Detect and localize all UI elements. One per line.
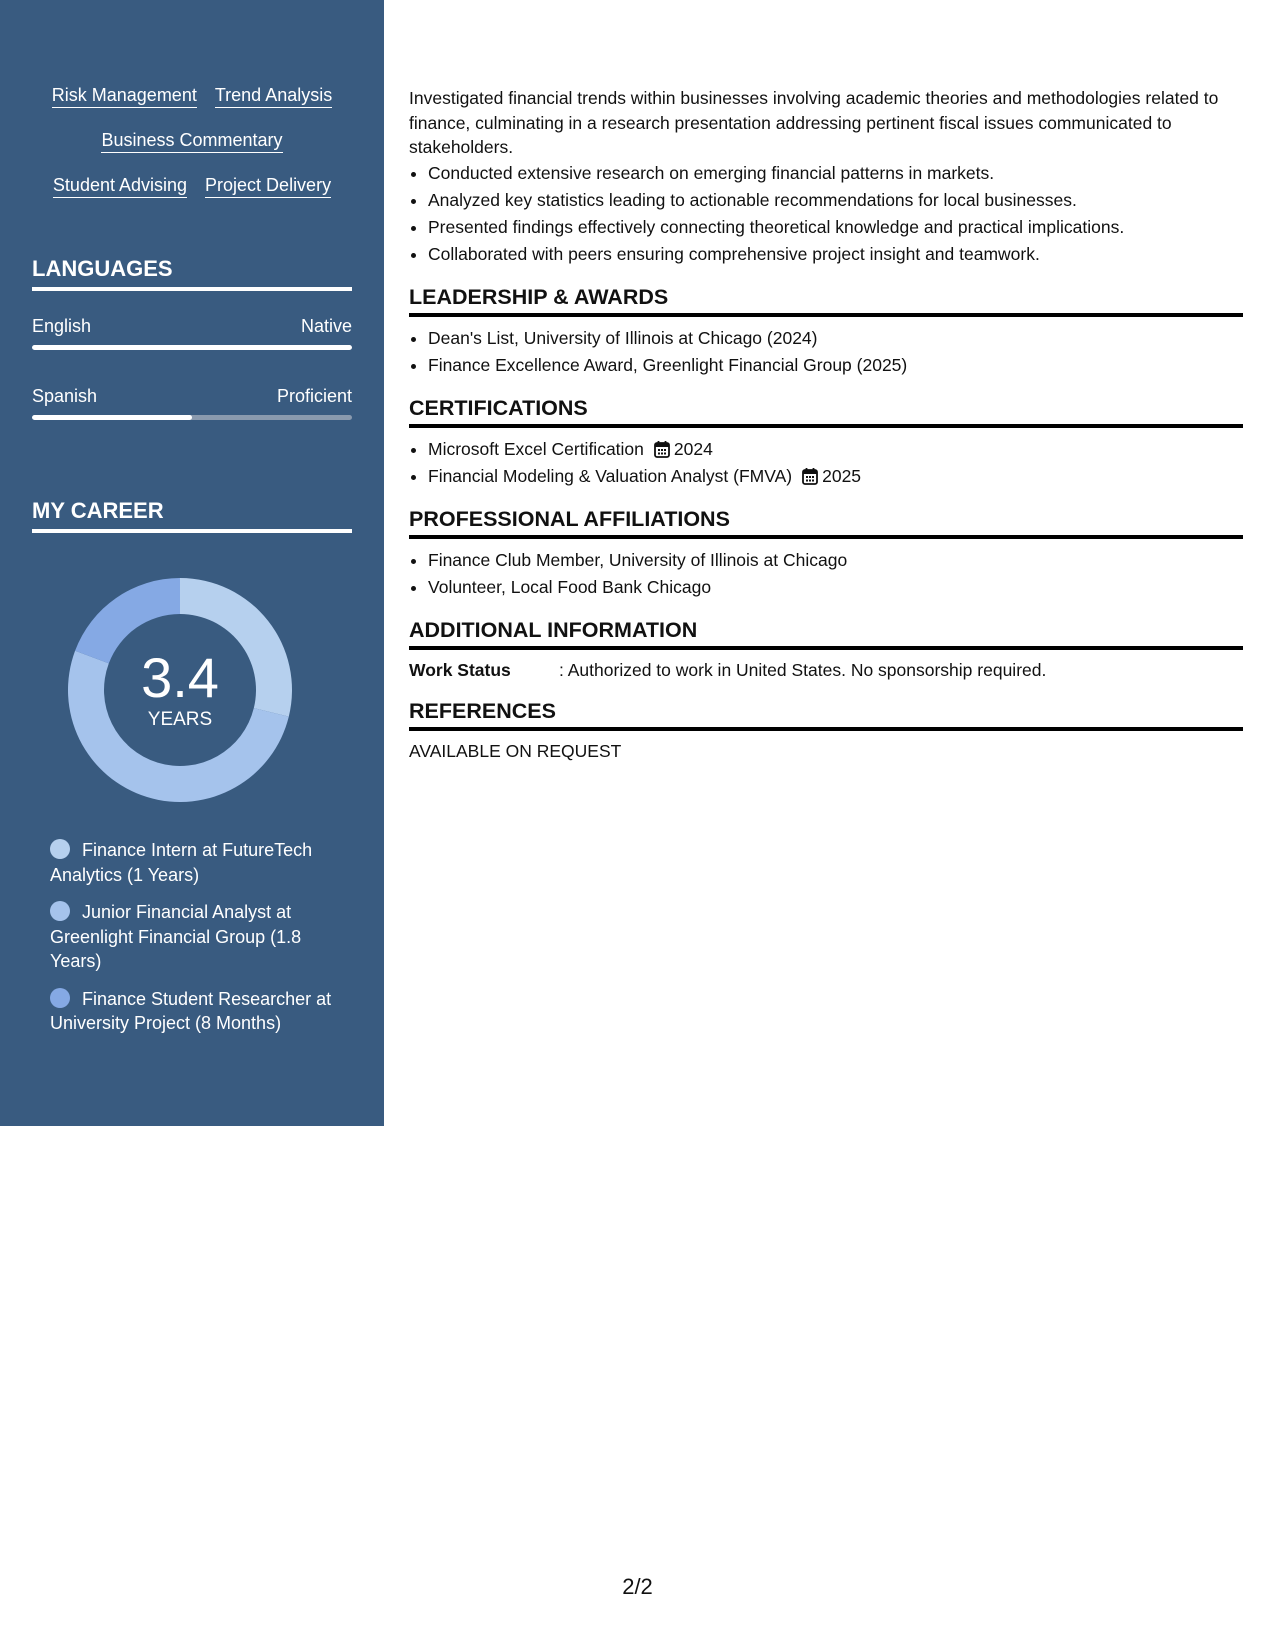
leadership-list: [409, 325, 1243, 379]
list-item: • Finance Club Member, University of Illinois at Chicago: [428, 547, 1243, 574]
skills-list: [32, 84, 352, 219]
career-item: [50, 987, 340, 1036]
list-item: • Finance Excellence Award, Greenlight Financial Group (2025): [428, 352, 1243, 379]
certification-name: Microsoft Excel Certification: [428, 438, 644, 459]
experience-description: Investigated financial trends within businesses involving academic theories and methodologies related to finance, culminating in a research presentation addressing pertinent fiscal issues communicated to stakeholders.: [409, 88, 1219, 157]
list-item: • Collaborated with peers ensuring comprehensive project insight and teamwork.: [428, 241, 1243, 268]
references-text: AVAILABLE ON REQUEST: [409, 740, 622, 761]
skill-tag: Student Advising: [53, 174, 187, 198]
skill-tag: Project Delivery: [205, 174, 331, 198]
work-status-value: : Authorized to work in United States. No sponsorship required.: [559, 659, 1047, 680]
career-heading: MY CAREER: [32, 498, 352, 533]
career-item-text: Junior Financial Analyst at Greenlight Financial Group (1.8 Years): [50, 902, 302, 971]
list-item: [428, 436, 1243, 463]
language-proficiency-fill: [32, 415, 192, 420]
list-item: • Dean's List, University of Illinois at Chicago (2024): [428, 325, 1243, 352]
career-item: [50, 838, 340, 887]
legend-dot: [50, 901, 70, 921]
skill-tag: Trend Analysis: [215, 84, 332, 108]
list-item: • Analyzed key statistics leading to actionable recommendations for local businesses.: [428, 187, 1243, 214]
work-status-row: [409, 658, 1243, 682]
work-status-label: Work Status: [409, 659, 511, 680]
language-english: [32, 315, 352, 350]
skills-row: [32, 84, 352, 129]
calendar-icon: [654, 440, 670, 458]
career-total: [66, 576, 294, 804]
certifications-list: [409, 436, 1243, 490]
career-donut-chart: [66, 576, 294, 804]
language-name: Spanish: [32, 386, 98, 406]
language-proficiency-bar: [32, 415, 352, 420]
certification-year: 2024: [673, 438, 713, 459]
career-legend: [50, 838, 340, 1049]
language-level: Proficient: [276, 386, 352, 406]
certifications-heading: CERTIFICATIONS: [409, 395, 1243, 428]
affiliations-list: [409, 547, 1243, 601]
main-content: [409, 86, 1243, 763]
list-item: • Volunteer, Local Food Bank Chicago: [428, 574, 1243, 601]
career-item-text: Finance Student Researcher at University Project (8 Months): [50, 988, 332, 1033]
skills-row: [32, 174, 352, 219]
language-name: English: [32, 316, 92, 336]
sidebar: [0, 0, 384, 1126]
career-total-value: 3.4: [141, 646, 219, 709]
additional-info-heading: ADDITIONAL INFORMATION: [409, 617, 1243, 650]
language-level: Native: [300, 316, 352, 336]
career-item-text: Finance Intern at FutureTech Analytics (1 Years): [50, 840, 313, 885]
page-number: 2/2: [622, 1574, 653, 1599]
languages-heading: LANGUAGES: [32, 256, 352, 291]
list-item: • Presented findings effectively connecting theoretical knowledge and practical implications.: [428, 214, 1243, 241]
certification-year: 2025: [822, 465, 862, 486]
list-item: • Conducted extensive research on emerging financial patterns in markets.: [428, 160, 1243, 187]
skill-tag: Risk Management: [52, 84, 197, 108]
affiliations-heading: PROFESSIONAL AFFILIATIONS: [409, 506, 1243, 539]
career-item: [50, 900, 340, 974]
legend-dot: [50, 839, 70, 859]
experience-bullets: [409, 160, 1243, 268]
calendar-icon: [802, 467, 818, 485]
references-heading: REFERENCES: [409, 698, 1243, 731]
skills-row: [32, 129, 352, 174]
leadership-heading: LEADERSHIP & AWARDS: [409, 284, 1243, 317]
language-proficiency-fill: [32, 345, 352, 350]
list-item: [428, 463, 1243, 490]
legend-dot: [50, 988, 70, 1008]
certification-name: Financial Modeling & Valuation Analyst (FMVA): [428, 465, 793, 486]
skill-tag: Business Commentary: [101, 129, 282, 153]
career-total-unit: YEARS: [147, 709, 213, 730]
language-proficiency-bar: [32, 345, 352, 350]
language-spanish: [32, 385, 352, 420]
